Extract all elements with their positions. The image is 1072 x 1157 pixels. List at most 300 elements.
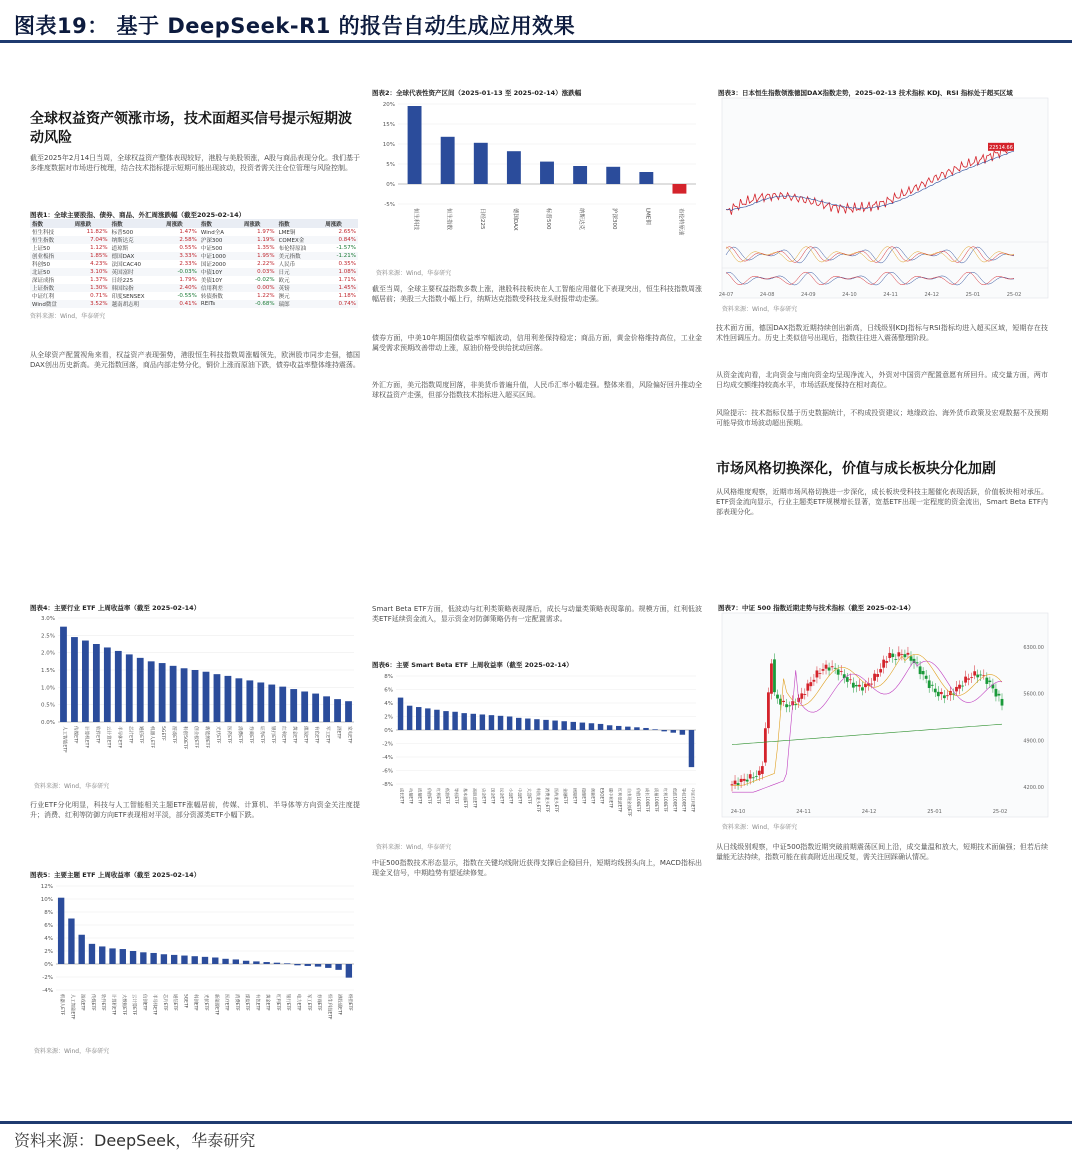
candle-body [976, 675, 979, 678]
y-tick-label: -4% [382, 755, 393, 761]
x-tick-label: 高股息ETF [472, 788, 478, 809]
table-cell: 中债10Y [200, 270, 223, 276]
bar [181, 668, 188, 722]
candle-body [755, 776, 758, 777]
table-cell: 日经225 [111, 278, 134, 284]
y-tick-label: 2% [384, 714, 393, 721]
y-tick-label: 0.5% [41, 702, 55, 709]
candle-body [955, 687, 958, 691]
table-cell: 越南胡志明 [111, 302, 140, 308]
table-cell: 英国富时 [111, 270, 134, 276]
table-row [30, 252, 358, 260]
table-header-cell: 周涨跌 [242, 219, 277, 228]
bar [192, 670, 199, 722]
x-tick-label: 煤炭ETF [244, 994, 250, 1011]
y-tick-label: 15% [382, 122, 395, 128]
section1-title: 全球权益资产领涨市场，技术面超买信号提示短期波动风险 [30, 111, 352, 146]
x-tick-label: 机器人ETF [149, 726, 155, 749]
x-tick-label: 芯片ETF [127, 726, 133, 744]
table-cell: 韩国综指 [111, 286, 134, 292]
table-cell: 0.71% [90, 293, 108, 299]
table-cell: 澳元 [278, 294, 290, 300]
candle-body [809, 682, 812, 686]
table-cell: -1.21% [336, 253, 356, 259]
candle-body [782, 701, 785, 702]
x-tick-label: 红利100ETF [663, 788, 669, 812]
bar [58, 898, 64, 964]
bar [540, 162, 554, 184]
x-tick-label: 半导体ETF [151, 994, 157, 1016]
candle-body [919, 666, 922, 674]
table-cell: 0.41% [179, 301, 197, 307]
table-cell: 1.12% [90, 245, 108, 251]
candle-body [876, 674, 879, 677]
bar [425, 708, 430, 730]
table-cell: 1.30% [90, 285, 108, 291]
x-tick-label: 红利ETF [435, 788, 441, 804]
table-cell: 上证50 [32, 246, 50, 252]
bar [284, 963, 290, 964]
last-value-label: 22514.66 [989, 144, 1013, 151]
candle-body [900, 654, 903, 655]
x-tick-label: 传媒ETF [89, 994, 95, 1011]
y-tick-label: 5600.00 [1023, 691, 1044, 698]
bar [60, 627, 67, 722]
bar [161, 954, 167, 964]
bar [263, 962, 269, 964]
table-cell: 1.45% [338, 285, 356, 291]
y-tick-label: 0.0% [41, 720, 55, 726]
table-cell: 4.23% [90, 261, 108, 267]
chart7-source: 资料来源：Wind，华泰研究 [722, 824, 798, 831]
x-tick-label: 光伏ETF [203, 994, 208, 1011]
bar [301, 691, 308, 722]
candle-body [743, 779, 746, 781]
candle-body [767, 692, 770, 728]
x-tick-label: 传媒ETF [72, 726, 78, 744]
candle-body [773, 659, 776, 692]
candle-body [806, 683, 809, 690]
bar [192, 956, 198, 964]
x-tick-label: 港股通ETF [336, 994, 342, 1016]
chart4-source: 资料来源：Wind，华泰研究 [34, 783, 110, 790]
x-tick-label: 25-02 [992, 809, 1008, 815]
table-header-cell: 指数 [110, 219, 165, 228]
x-tick-label: 机器人ETF [59, 994, 65, 1016]
x-tick-label: 24-10 [842, 292, 857, 298]
bar [159, 663, 166, 722]
bar [233, 959, 239, 964]
bar [416, 707, 421, 730]
bar [489, 715, 494, 730]
bar [82, 641, 89, 722]
chart4-para: 行业ETF分化明显，科技与人工智能相关主题ETF涨幅居前，传媒、计算机、半导体等方向资金关注度提升；消费、红利等防御方向ETF表现相对平淡，部分资源类ETF小幅下跌。 [30, 801, 360, 819]
x-tick-label: 人工智能ETF [69, 994, 75, 1020]
x-tick-label: 医药龙头ETF [554, 788, 560, 813]
table-row [30, 284, 358, 292]
market-table-panel [30, 210, 358, 320]
bar [243, 961, 249, 964]
table-cell: 印度SENSEX [111, 294, 145, 300]
table-cell: -0.55% [177, 293, 197, 299]
x-tick-label: 5GETF [182, 994, 188, 1009]
x-tick-label: 创业板ETF [193, 726, 199, 749]
bar [474, 143, 488, 184]
candle-body [931, 685, 934, 686]
x-tick-label: 中证红利ETF [690, 788, 696, 813]
candle-body [746, 780, 749, 782]
candle-body [943, 695, 946, 698]
table-cell: -0.02% [255, 277, 275, 283]
bar [212, 958, 218, 965]
table-row [30, 236, 358, 244]
bar [130, 951, 136, 964]
y-tick-label: 2% [44, 949, 53, 955]
market-table-source: 资料来源：Wind，华泰研究 [30, 313, 106, 320]
table-header-cell: 周涨跌 [73, 219, 110, 228]
table-cell: 2.22% [257, 261, 275, 267]
x-tick-label: 成长ETF [399, 788, 405, 804]
candle-body [870, 684, 873, 685]
bar [407, 706, 412, 730]
middle-para1: 截至当周，全球主要权益指数多数上涨，港股科技板块在人工智能应用催化下表现突出，恒生科技指数周涨幅居前；美股三大指数小幅上行，纳斯达克指数受科技龙头财报带动走强。 [372, 285, 702, 303]
bar [408, 106, 422, 184]
x-tick-label: 低波ETF [445, 788, 450, 804]
bar [589, 723, 594, 730]
candle-body [803, 694, 806, 695]
candle-body [822, 669, 825, 671]
section1-intro: 截至2025年2月14日当周，全球权益资产整体表现较好，港股与美股领涨，A股与商品表现分化。我们基于多维度数据对市场进行梳理，结合技术指标提示短期可能出现波动，投资者需关注仓位管理与风险控制。 [30, 154, 360, 172]
bar [99, 946, 105, 964]
bar [71, 637, 78, 722]
candle-body [770, 663, 773, 693]
bar [214, 674, 221, 722]
bar [335, 964, 341, 970]
x-tick-label: 券商ETF [247, 726, 253, 744]
bar [345, 701, 352, 722]
table-header-cell: 周涨跌 [323, 219, 358, 228]
section1-para2: 从全球资产配置视角来看，权益资产表现强势，港股恒生科技指数周涨幅领先，欧洲股市同步走强，德国DAX创出历史新高。美元指数回落，商品内部走势分化，铜价上涨而原油下跌，债券收益率整体维持震荡。 [30, 351, 360, 369]
bar [606, 167, 620, 184]
x-tick-label: ESGETF [599, 788, 605, 805]
table-cell: 1.22% [257, 293, 275, 299]
right-para1: 技术面方面，德国DAX指数近期持续创出新高，日线级别KDJ指标与RSI指标均进入超买区域，短期存在技术性回调压力。历史上类似信号出现后，指数往往进入震荡整理阶段。 [716, 324, 1048, 342]
bar [516, 718, 521, 730]
candle-body [840, 671, 843, 672]
bar [222, 959, 228, 964]
x-tick-label: 25-01 [965, 292, 981, 298]
candle-body [998, 694, 1001, 696]
chart6-title: 图表6：主要 Smart Beta ETF 上周收益率（截至 2025-02-14） [372, 661, 573, 669]
x-tick-label: 芯片ETF [161, 994, 167, 1011]
x-tick-label: 游戏ETF [171, 726, 177, 744]
bar [279, 687, 286, 722]
x-tick-label: 德国DAX [511, 208, 518, 231]
page-title: 图表19： 基于 DeepSeek-R1 的报告自动生成应用效果 [14, 14, 576, 38]
candle-body [910, 656, 913, 660]
y-tick-label: 4900.00 [1023, 738, 1044, 745]
candle-body [979, 675, 982, 676]
x-tick-label: 24-10 [730, 809, 746, 815]
y-tick-label: 12% [40, 884, 53, 890]
table-cell: 深证成指 [32, 278, 55, 284]
y-tick-label: 20% [382, 102, 395, 108]
x-tick-label: 有色ETF [313, 726, 319, 744]
chart7-frame [722, 613, 1048, 817]
table-cell: 1.71% [338, 277, 356, 283]
candle-body [885, 661, 888, 663]
bar [471, 714, 476, 730]
candle-body [852, 683, 855, 688]
y-tick-label: -2% [382, 741, 393, 748]
x-tick-label: 大盘ETF [526, 788, 532, 804]
table-cell: 0.74% [338, 301, 356, 307]
candle-body [1001, 699, 1004, 706]
x-tick-label: 黄金ETF [264, 994, 270, 1011]
candle-body [831, 666, 834, 667]
table-cell: 中证500 [200, 246, 223, 252]
y-tick-label: 0% [386, 182, 395, 188]
bar [552, 721, 557, 730]
bar [680, 730, 685, 735]
x-tick-label: 质量100ETF [654, 788, 660, 812]
x-tick-label: 光伏ETF [214, 726, 220, 744]
candle-body [922, 671, 925, 674]
bar [170, 666, 177, 722]
table-cell: 英镑 [278, 286, 290, 292]
bar [634, 727, 639, 730]
x-tick-label: 人工智能ETF [61, 726, 67, 753]
x-tick-label: 国企ETF [490, 788, 496, 804]
x-tick-label: 5GETF [160, 726, 166, 741]
x-tick-label: 央企ETF [481, 788, 487, 804]
table-cell: 创业板指 [32, 254, 55, 260]
y-tick-label: 6% [384, 687, 393, 694]
right-para2: 从资金流向看，北向资金与南向资金均呈现净流入，外资对中国资产配置意愿有所回升。成交量方面，两市日均成交额维持较高水平，市场活跃度保持在相对高位。 [716, 371, 1048, 389]
table-cell: 道琼斯 [111, 246, 129, 252]
bar [79, 935, 85, 964]
bar [120, 949, 126, 964]
bar [148, 661, 155, 722]
chart7-kline-chart [722, 613, 1048, 817]
x-tick-label: 电力ETF [295, 994, 301, 1011]
bar [257, 682, 264, 722]
x-tick-label: 质量ETF [417, 788, 423, 804]
table-cell: 科创50 [32, 262, 50, 268]
y-tick-label: 10% [40, 897, 53, 903]
candle-body [958, 685, 961, 689]
candle-body [813, 680, 816, 682]
x-tick-label: 科创50ETF [182, 726, 188, 750]
x-tick-label: 恒生科技ETF [326, 994, 332, 1020]
table-cell: 1.79% [179, 277, 197, 283]
x-tick-label: 信创ETF [141, 994, 147, 1011]
chart3-source: 资料来源：Wind，华泰研究 [722, 306, 798, 313]
candle-body [764, 728, 767, 762]
table-cell: 北证50 [32, 270, 50, 276]
table-cell: -0.03% [177, 269, 197, 275]
bar [441, 137, 455, 184]
bar [598, 724, 603, 730]
x-tick-label: 动量ETF [408, 788, 414, 804]
candle-body [891, 654, 894, 657]
x-tick-label: 通信ETF [172, 994, 178, 1011]
x-tick-label: 银行ETF [285, 994, 291, 1011]
candle-body [788, 705, 791, 706]
table-cell: 2.58% [179, 237, 197, 243]
table-cell: 0.03% [257, 269, 275, 275]
y-tick-label: -2% [42, 975, 53, 981]
table-cell: 0.35% [338, 261, 356, 267]
candle-body [849, 679, 852, 680]
chart6-intro: Smart Beta ETF方面，低波动与红利类策略表现落后，成长与动量类策略表现靠前。规模方面，红利低波类ETF延续资金流入，显示资金对防御策略仍有一定配置需求。 [372, 605, 702, 623]
bar [140, 952, 146, 964]
y-tick-label: 2.0% [41, 650, 55, 657]
market-table-header [30, 219, 358, 228]
x-tick-label: 新能源ETF [204, 726, 209, 749]
bar [616, 726, 621, 730]
x-tick-label: 证券ETF [258, 726, 264, 744]
bar [443, 711, 448, 730]
chart2-source: 资料来源：Wind，华泰研究 [376, 270, 452, 277]
table-cell: 3.33% [179, 253, 197, 259]
candle-body [882, 660, 885, 668]
bar [607, 725, 612, 730]
bar [290, 689, 297, 722]
table-cell: -1.57% [336, 245, 356, 251]
bar [672, 184, 686, 194]
bar [126, 654, 133, 722]
chart3-title: 图表3：日本恒生指数领涨德国DAX指数走势，2025-02-13 技术指标 KDJ、RSI 指标处于超买区域 [718, 89, 1013, 97]
footer-rule [0, 1121, 1072, 1124]
bar [398, 698, 403, 730]
x-tick-label: 低波100ETF [672, 788, 678, 812]
chart6-source: 资料来源：Wind，华泰研究 [376, 844, 452, 851]
table-cell: Wind微盘 [32, 302, 57, 308]
chart2-title: 图表2：全球代表性资产区间（2025-01-13 至 2025-02-14）涨跌幅 [372, 89, 582, 97]
bar [93, 644, 100, 722]
candle-body [934, 689, 937, 693]
bar [109, 948, 115, 964]
x-tick-label: 消费ETF [236, 726, 242, 744]
bar [137, 658, 144, 722]
table-cell: 1.85% [90, 253, 108, 259]
table-cell: 1.37% [90, 277, 108, 283]
table-row [30, 300, 358, 308]
candle-body [858, 685, 861, 687]
table-row [30, 292, 358, 300]
y-tick-label: 8% [44, 910, 53, 916]
bar [104, 647, 111, 722]
bar [315, 964, 321, 967]
x-tick-label: 科技龙头ETF [535, 788, 541, 813]
x-tick-label: 军工ETF [324, 726, 330, 744]
table-cell: 1.19% [257, 237, 275, 243]
table-cell: REITs [200, 301, 216, 307]
y-tick-label: -5% [384, 202, 395, 208]
x-tick-label: 中盘ETF [517, 788, 523, 804]
bar [253, 961, 259, 964]
x-tick-label: 碳中和ETF [608, 788, 614, 809]
chart5-title: 图表5：主要主题 ETF 上周收益率（截至 2025-02-14） [30, 871, 201, 879]
candle-body [740, 779, 743, 782]
candle-body [873, 674, 876, 681]
candle-body [940, 692, 943, 694]
bar [639, 172, 653, 184]
x-tick-label: 云计算ETF [105, 726, 111, 749]
candle-body [861, 687, 864, 690]
table-cell: 欧元 [278, 278, 290, 284]
x-tick-label: 纳斯达克 [578, 208, 585, 231]
table-cell: 瑞郎 [278, 302, 290, 308]
table-cell: 1.47% [179, 229, 197, 235]
y-tick-label: -6% [382, 768, 393, 775]
chart6-bar-chart [372, 670, 702, 842]
header-rule [0, 40, 1072, 43]
x-tick-label: 24-12 [861, 809, 877, 815]
x-tick-label: 小盘ETF [508, 788, 514, 804]
x-tick-label: 计算机ETF [110, 994, 116, 1016]
candle-body [897, 652, 900, 656]
y-tick-label: 6% [44, 923, 53, 929]
x-tick-label: 军工ETF [305, 994, 311, 1011]
x-tick-label: 软件ETF [100, 994, 106, 1011]
section2-para: 从风格维度观察，近期市场风格切换进一步深化，成长板块受科技主题催化表现活跃，价值板块相对承压。ETF资金流向显示，行业主题类ETF规模增长显著，宽基ETF出现一定程度的资金流出，Smart Beta ETF内部表现分化。 [716, 488, 1048, 516]
candle-body [749, 774, 752, 778]
table-cell: 上证指数 [32, 286, 55, 292]
candle-body [907, 653, 910, 655]
table-cell: 美债10Y [200, 278, 223, 284]
candle-body [846, 677, 849, 682]
bar [498, 716, 503, 730]
candle-body [916, 662, 919, 663]
table-cell: COMEX金 [278, 238, 305, 244]
table-cell: 3.10% [90, 269, 108, 275]
candle-body [819, 673, 822, 674]
table-cell: 沪深300 [200, 238, 223, 244]
x-tick-label: 纳指ETF [346, 994, 352, 1011]
table-cell: 标普500 [111, 230, 134, 236]
bar [181, 956, 187, 964]
candle-body [837, 669, 840, 674]
bar [534, 719, 539, 730]
chart5-source: 资料来源：Wind，华泰研究 [34, 1048, 110, 1055]
table-cell: 德国DAX [111, 254, 135, 260]
candle-body [964, 677, 967, 683]
table-cell: 中证1000 [200, 254, 226, 260]
bar [571, 722, 576, 730]
x-tick-label: 25-02 [1006, 292, 1022, 298]
bar [543, 720, 548, 730]
candle-body [800, 693, 803, 698]
x-tick-label: 价值100ETF [635, 788, 641, 812]
table-cell: 信用利差 [200, 286, 223, 292]
candle-body [794, 704, 797, 705]
table-cell: 3.52% [90, 301, 108, 307]
y-tick-label: -8% [382, 782, 393, 788]
table-row [30, 260, 358, 268]
bar [507, 151, 521, 184]
x-tick-label: 24-07 [718, 292, 734, 298]
table-cell: 1.97% [257, 229, 275, 235]
table-header-cell: 指数 [277, 219, 324, 228]
candle-body [816, 670, 819, 677]
bar [294, 964, 300, 965]
x-tick-label: 酒ETF [335, 726, 341, 739]
bar [480, 714, 485, 730]
x-tick-label: 红利ETF [274, 994, 280, 1011]
table-cell: 恒生科技 [32, 230, 55, 236]
